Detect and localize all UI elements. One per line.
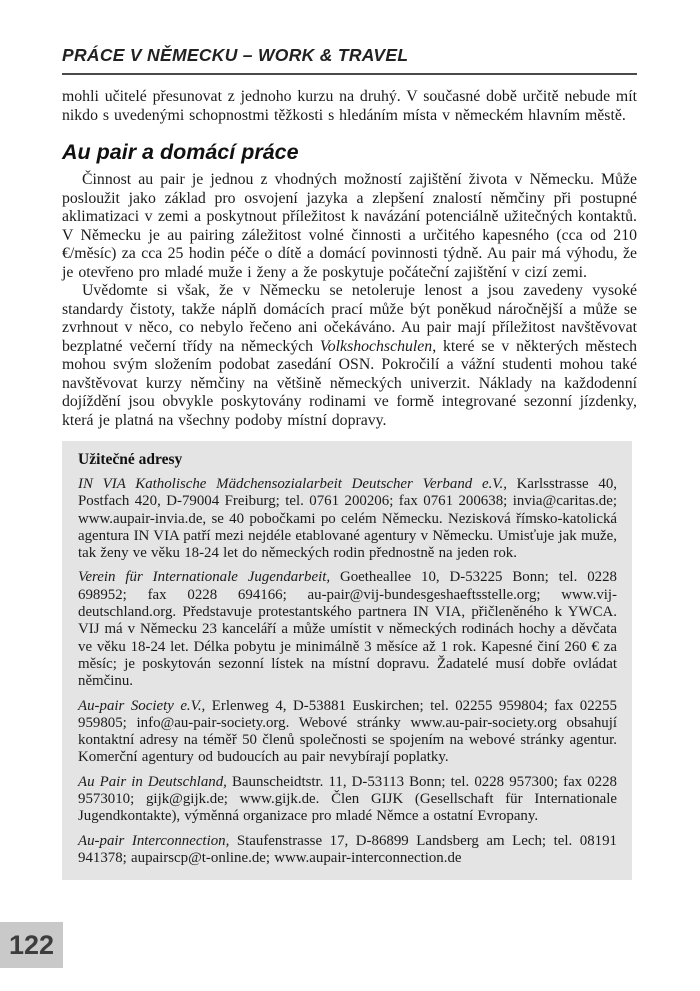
text-run: Uvědomte si však, že v Německu se netoleruje lenost a jsou zavedeny vysoké standardy čistoty, takže náplň domácích prací může být poněkud náročnější a může se zvrhnout v něco, co nebylo řečeno ani očekáváno. Au pair mají příležitost navštěvovat bezplatné večerní třídy na německých	[62, 282, 637, 355]
address-details: Staufenstrasse 17, D-86899 Landsberg am Lech; tel. 08191 941378; aupairscp@t-online.de; www.aupair-interconnection.de	[78, 832, 617, 866]
organization-name: IN VIA Katholische Mädchensozialarbeit Deutscher Verband e.V.,	[78, 476, 507, 492]
address-entry	[78, 698, 617, 767]
organization-name: Au-pair Society e.V.,	[78, 697, 206, 714]
continued-paragraph: mohli učitelé přesunovat z jednoho kurzu na druhý. V současné době určitě nebude mít nikdo s uvedenými schopnostmi těžkosti s hledáním místa v německém hlavním městě.	[62, 88, 637, 124]
text-run: , které se v některých městech mohou svým složením podobat zasedání OSN. Pokročilí a vážní studenti mohou také navštěvovat kurzy němčiny na většině německých univerzit. Náklady na každodenní dojíždění jsou obvykle poskytovány rodinami ve formě integrované sezonní jízdenky, která je platná na všechny podoby místní dopravy.	[62, 337, 637, 429]
paragraph	[62, 282, 637, 430]
address-details: Goetheallee 10, D-53225 Bonn; tel. 0228 698952; fax 0228 694166; au-pair@vij-bundesgeshaeftsstelle.org; www.vij-deutschland.org. Představuje protestantského partnera IN VIA, přičleněného k YWCA. VIJ má v Německu 23 kanceláří a může umístit v německých rodinách hochy a děvčata ve věku 18-24 let. Délka pobytu je minimálně 3 měsíce až 1 rok. Kapesné činí 260 € za měsíc; je poskytován sezonní lístek na místní dopravu. Žadatelé musí dobře ovládat němčinu.	[78, 569, 617, 690]
address-entries	[78, 476, 617, 867]
address-entry	[78, 569, 617, 690]
paragraph	[62, 171, 637, 282]
page-number: 122	[0, 922, 63, 968]
italic-term: Volkshochschulen	[319, 337, 433, 355]
useful-addresses-box	[62, 441, 632, 880]
address-entry	[78, 476, 617, 562]
address-entry	[78, 774, 617, 826]
addresses-box-title: Užitečné adresy	[78, 451, 183, 468]
section-title: Au pair a domácí práce	[62, 140, 299, 164]
chapter-title: PRÁCE V NĚMECKU – WORK & TRAVEL	[62, 45, 409, 65]
section-paragraphs	[62, 171, 637, 430]
address-entry	[78, 833, 617, 868]
address-details: Baunscheidtstr. 11, D-53113 Bonn; tel. 0228 957300; fax 0228 9573010; gijk@gijk.de; www.gijk.de. Člen GIJK (Gesellschaft für Internationale Jugendkontakte), výměnná organizace pro mladé Němce a ostatní Evropany.	[78, 773, 618, 825]
header-rule	[62, 73, 637, 75]
text-run: Činnost au pair je jednou z vhodných možností zajištění života v Německu. Může posloužit jako základ pro osvojení jazyka a zlepšení znalostí němčiny při postupné aklimatizaci v zemi a poskytnout příležitost k navázání potenciálně užitečných kontaktů. V Německu je au pairing záležitost volné činnosti a určitého kapesného (cca od 210 €/měsíc) za cca 25 hodin péče o dítě a domácí povinnosti týdně. Au pair má výhodu, že je otevřeno pro mladé muže i ženy a že poskytuje počáteční zajištění v cizí zemi.	[62, 171, 637, 281]
page-content	[62, 0, 637, 880]
organization-name: Au Pair in Deutschland,	[78, 773, 227, 790]
running-header	[62, 45, 637, 75]
address-details: Karlsstrasse 40, Postfach 420, D-79004 Freiburg; tel. 0761 200206; fax 0761 200638; invia@caritas.de; www.aupair-invia.de, se 40 pobočkami po celém Německu. Nezisková římsko-katolická agentura IN VIA patří mezi nejdéle etablované agentury v Německu. Umisťuje jak muže, tak ženy ve věku 18-24 let do německých rodin přednostně na jeden rok.	[78, 476, 617, 562]
address-details: Erlenweg 4, D-53881 Euskirchen; tel. 02255 959804; fax 02255 959805; info@au-pair-society.org. Webové stránky www.au-pair-society.org obsahují kontaktní adresy na téměř 50 členů společnosti se spojením na webové stránky agentur. Komerční agentury od budoucích au pair nevybírají poplatky.	[78, 697, 617, 766]
organization-name: Au-pair Interconnection,	[78, 832, 230, 849]
organization-name: Verein für Internationale Jugendarbeit,	[78, 569, 331, 586]
